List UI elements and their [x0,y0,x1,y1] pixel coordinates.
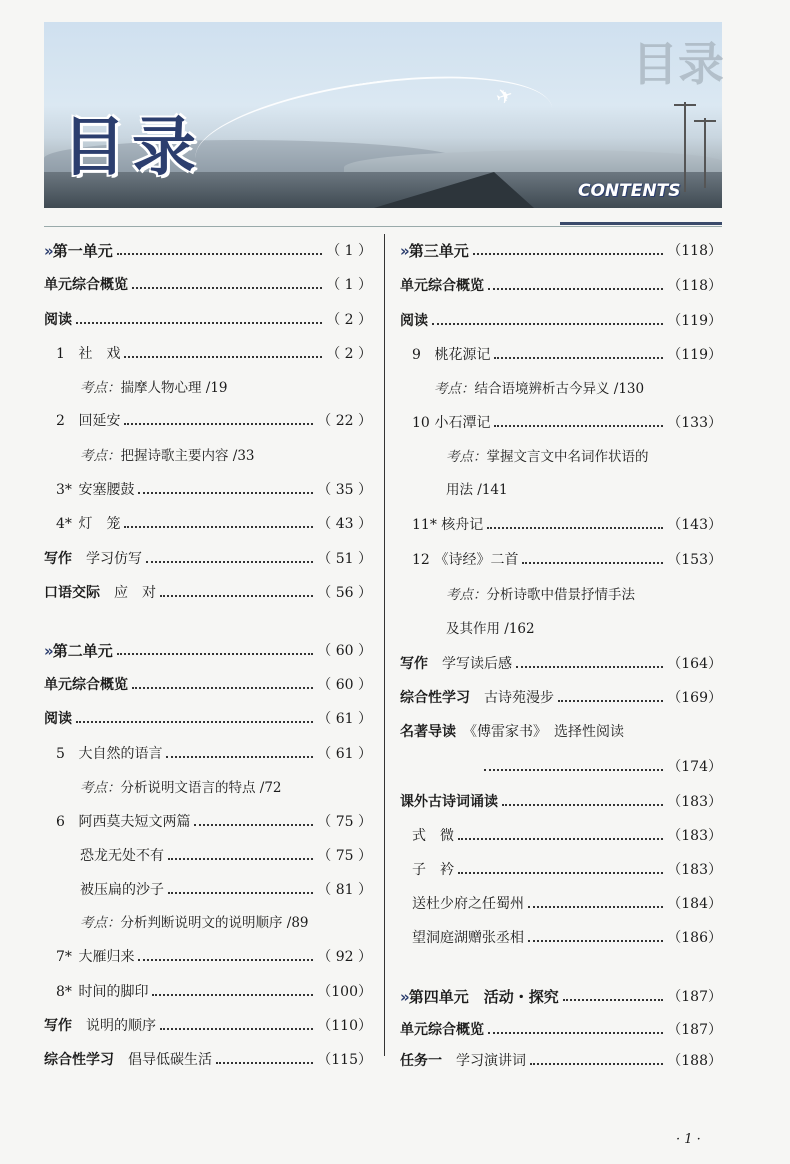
toc-unit-1[interactable] [44,237,372,263]
double-chevron-icon: » [400,987,406,1006]
toc-unit-overview[interactable] [400,1016,722,1042]
entry-label: 学写读后感 [442,656,512,672]
exam-point: 考点：掌握文言文中名词作状语的 [446,449,649,465]
lesson-number: 8* [56,984,72,1000]
toc-sub-article[interactable] [80,842,372,868]
entry-label: 单元综合概览 [44,277,128,293]
unit-label: 第一单元 [52,241,113,260]
toc-writing[interactable] [400,650,722,676]
page-number: （ 43 ） [317,516,372,532]
page-number: （183） [667,828,722,844]
entry-label: 望洞庭湖赠张丞相 [412,930,524,946]
exam-point: 考点：结合语境辨析古今异义 /130 [434,381,645,397]
utility-pole-icon [704,118,706,188]
page-number: （ 2 ） [326,312,372,328]
page-number: （187） [667,989,722,1005]
toc-lesson-1[interactable] [56,340,372,366]
entry-label: 课外古诗词诵读 [400,794,498,810]
toc-lesson-2[interactable] [56,407,372,433]
page-number: （ 2 ） [326,346,372,362]
column-divider [384,234,385,1056]
entry-label: 桃花源记 [434,347,491,363]
exam-point: 考点：把握诗歌主要内容 /33 [80,448,255,464]
page-number: （118） [667,278,722,294]
page-number: （ 1 ） [326,243,372,259]
entry-label: 安塞腰鼓 [78,482,135,498]
contents-label: CONTENTS [578,181,681,201]
page-number: （ 51 ） [317,551,372,567]
entry-label: 单元综合概览 [400,1022,484,1038]
toc-unit-4[interactable] [400,983,722,1009]
page-number: （ 61 ） [317,711,372,727]
toc-lesson-9[interactable] [412,341,722,367]
page-number: （164） [667,656,722,672]
entry-label: 《傅雷家书》 选择性阅读 [470,724,624,740]
entry-label: 阅读 [400,313,428,329]
entry-label: 古诗苑漫步 [484,690,554,706]
toc-writing[interactable] [44,545,372,571]
toc-study[interactable] [44,1046,372,1072]
toc-poem[interactable] [412,924,722,950]
lesson-number: 11* [412,517,437,533]
toc-lesson-11[interactable] [412,511,722,537]
lesson-number: 9 [412,347,421,363]
exam-point: 考点：分析诗歌中借景抒情手法 [446,587,635,603]
lesson-number: 5 [56,746,65,762]
page-number: （133） [667,415,722,431]
toc-unit-overview[interactable] [44,271,372,297]
page-number: （183） [667,794,722,810]
toc-unit-2[interactable] [44,637,372,663]
entry-head: 任务一 [400,1053,442,1069]
entry-label: 阅读 [44,711,72,727]
double-chevron-icon: » [44,641,50,660]
divider [44,226,722,227]
entry-label: 式 微 [412,828,454,844]
lesson-number: 4* [56,516,72,532]
entry-label: 说明的顺序 [86,1018,156,1034]
page-number: （153） [667,552,722,568]
entry-label: 阅读 [44,312,72,328]
unit-label: 第二单元 [52,641,113,660]
page-number: （119） [667,347,722,363]
exam-point: 考点：分析说明文语言的特点 /72 [80,780,282,796]
page-number: （186） [667,930,722,946]
entry-label: 单元综合概览 [400,278,484,294]
entry-label: 时间的脚印 [78,984,149,1000]
unit-label: 第三单元 [408,241,469,260]
entry-label: 单元综合概览 [44,677,128,693]
page-number: （ 75 ） [317,814,372,830]
lesson-number: 3* [56,482,72,498]
toc-unit-3[interactable] [400,237,722,263]
entry-label: 小石潭记 [434,415,491,431]
page-number: （183） [667,862,722,878]
page-number: （174） [667,759,722,775]
page-number: （ 60 ） [317,677,372,693]
page-number: （ 22 ） [317,413,372,429]
page-number: （ 60 ） [317,643,372,659]
entry-label: 学习仿写 [86,551,142,567]
toc-unit-overview[interactable] [44,671,372,697]
entry-label: 应 对 [114,585,156,601]
page-number: （ 56 ） [317,585,372,601]
exam-point: 考点：揣摩人物心理 /19 [80,380,228,396]
toc-poems[interactable] [400,788,722,814]
entry-label: 送杜少府之任蜀州 [412,896,524,912]
lesson-number: 10 [412,415,430,431]
page-number: （ 75 ） [317,848,372,864]
page-number: （100） [317,984,372,1000]
lesson-number: 7* [56,949,72,965]
toc-reading[interactable] [44,306,372,332]
exam-point-cont: 及其作用 /162 [446,621,535,637]
entry-head: 口语交际 [44,585,100,601]
toc-lesson-12[interactable] [412,546,722,572]
toc-poem[interactable] [412,856,722,882]
entry-label: 被压扁的沙子 [80,882,164,898]
entry-label: 社 戏 [78,346,121,362]
unit-label: 第四单元 [408,987,469,1006]
page-number: （184） [667,896,722,912]
page-number: （115） [317,1052,372,1068]
toc-poem[interactable] [412,890,722,916]
divider [560,222,722,225]
toc-lesson-8[interactable] [56,978,372,1004]
toc-writing[interactable] [44,1012,372,1038]
entry-head: 写作 [44,1018,72,1034]
lesson-number: 12 [412,552,430,568]
entry-label: 学习演讲词 [456,1053,526,1069]
toc-lesson-6[interactable] [56,808,372,834]
toc-oral[interactable] [44,579,372,605]
page-number: （110） [317,1018,372,1034]
page-number: （ 81 ） [317,882,372,898]
toc-reading[interactable] [44,705,372,731]
entry-head: 写作 [400,656,428,672]
toc-reading[interactable] [400,307,722,333]
ghost-title: 目录 [632,37,724,91]
entry-head: 综合性学习 [400,690,470,706]
toc-poem[interactable] [412,822,722,848]
entry-label: 大自然的语言 [78,746,163,762]
toc-classic-page[interactable] [484,753,722,779]
exam-point-cont: 用法 /141 [446,482,508,498]
toc-task[interactable] [400,1047,722,1073]
lesson-number: 6 [56,814,65,830]
double-chevron-icon: » [44,241,50,260]
toc-unit-overview[interactable] [400,272,722,298]
toc-sub-article[interactable] [80,876,372,902]
page-number: （ 61 ） [317,746,372,762]
entry-head: 名著导读 [400,724,456,740]
airplane-icon: ✈ [492,81,517,111]
page-folio: · 1 · [676,1132,701,1147]
toc-lesson-10[interactable] [412,409,722,435]
utility-pole-icon [684,102,686,192]
page-number: （ 35 ） [317,482,372,498]
lesson-number: 1 [56,346,65,362]
lesson-number: 2 [56,413,65,429]
page-number: （ 1 ） [326,277,372,293]
toc-classic-reading[interactable] [400,721,624,741]
entry-label: 恐龙无处不有 [80,848,164,864]
page-number: （119） [667,313,722,329]
toc-study[interactable] [400,684,722,710]
toc-lesson-4[interactable] [56,510,372,536]
exam-point: 考点：分析判断说明文的说明顺序 /89 [80,915,309,931]
page-number: （188） [667,1053,722,1069]
entry-label: 回延安 [78,413,121,429]
page-number: （ 92 ） [317,949,372,965]
page-number: （169） [667,690,722,706]
toc-lesson-5[interactable] [56,740,372,766]
page-number: （143） [667,517,722,533]
unit-sublabel: 活动・探究 [483,987,559,1006]
toc-lesson-7[interactable] [56,943,372,969]
double-chevron-icon: » [400,241,406,260]
entry-head: 写作 [44,551,72,567]
entry-label: 阿西莫夫短文两篇 [78,814,191,830]
entry-head: 综合性学习 [44,1052,114,1068]
entry-label: 《诗经》二首 [434,552,519,568]
entry-label: 核舟记 [441,517,484,533]
page-number: （118） [667,243,722,259]
toc-lesson-3[interactable] [56,476,372,502]
entry-label: 大雁归来 [78,949,135,965]
entry-label: 灯 笼 [78,516,121,532]
entry-label: 子 衿 [412,862,454,878]
entry-label: 倡导低碳生活 [128,1052,212,1068]
page-number: （187） [667,1022,722,1038]
page-title: 目录 [62,111,202,185]
